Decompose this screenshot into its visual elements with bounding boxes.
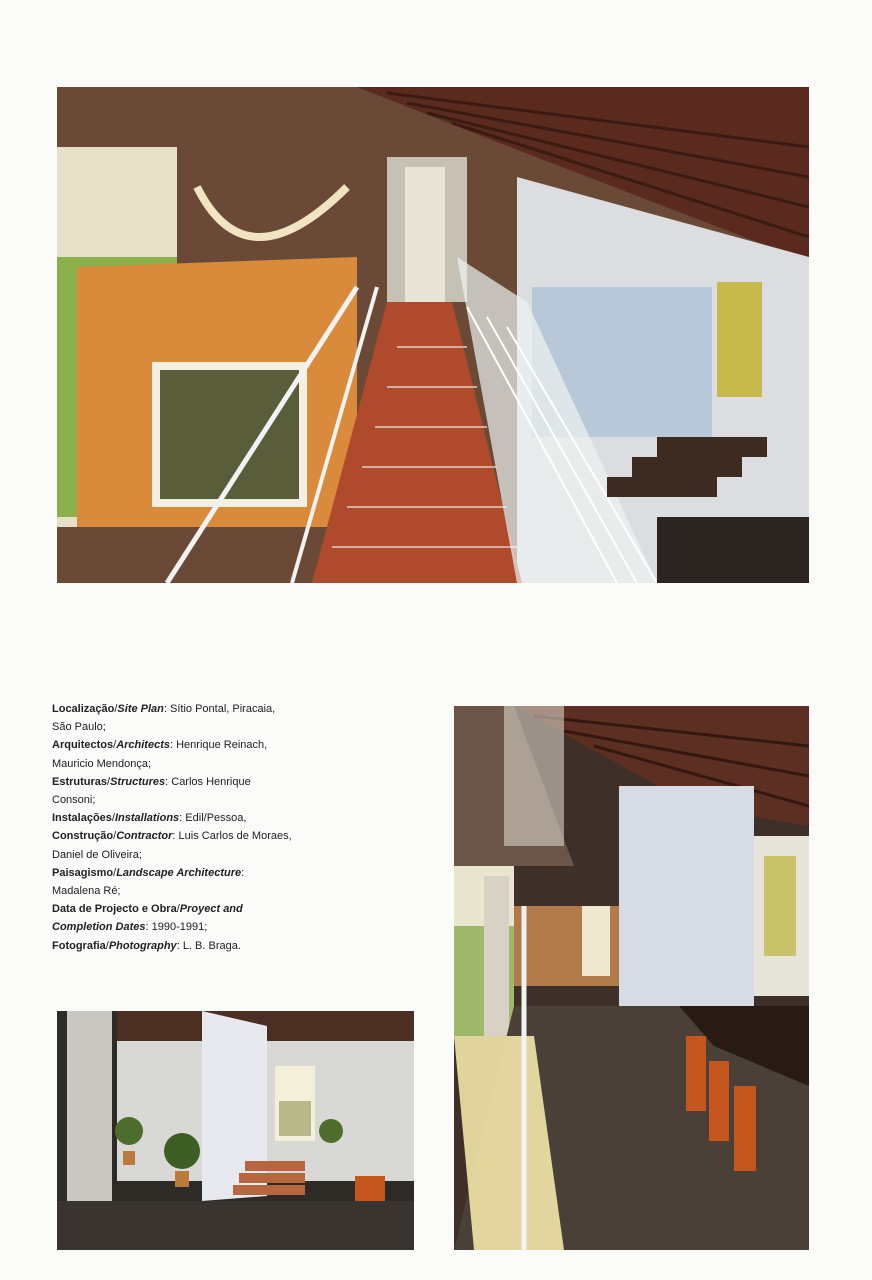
- project-credits: [52, 700, 292, 955]
- entrance-stair-photo: [57, 1011, 414, 1250]
- credit-structures: Estruturas/Structures: Carlos Henrique Consoni;: [52, 775, 251, 807]
- credit-installations: Instalações/Installations: Edil/Pessoa,: [52, 812, 247, 825]
- credit-photography: Fotografia/Photography: L. B. Braga.: [52, 939, 241, 952]
- credit-dates: Data de Projecto e Obra/Proyect and Completion Dates: 1990-1991;: [52, 903, 243, 934]
- credit-landscape: Paisagismo/Landscape Architecture: Madalena Ré;: [52, 866, 245, 898]
- credit-site-plan: Localização/Site Plan: Sítio Pontal, Piracaia, São Paulo;: [52, 703, 276, 734]
- credit-contractor: Construção/Contractor: Luis Carlos de Moraes, Daniel de Oliveira;: [52, 830, 292, 861]
- credit-architects: Arquitectos/Architects: Henrique Reinach, Mauricio Mendonça;: [52, 739, 268, 770]
- corridor-and-stair-photo: [57, 87, 809, 583]
- living-room-photo: [454, 706, 809, 1250]
